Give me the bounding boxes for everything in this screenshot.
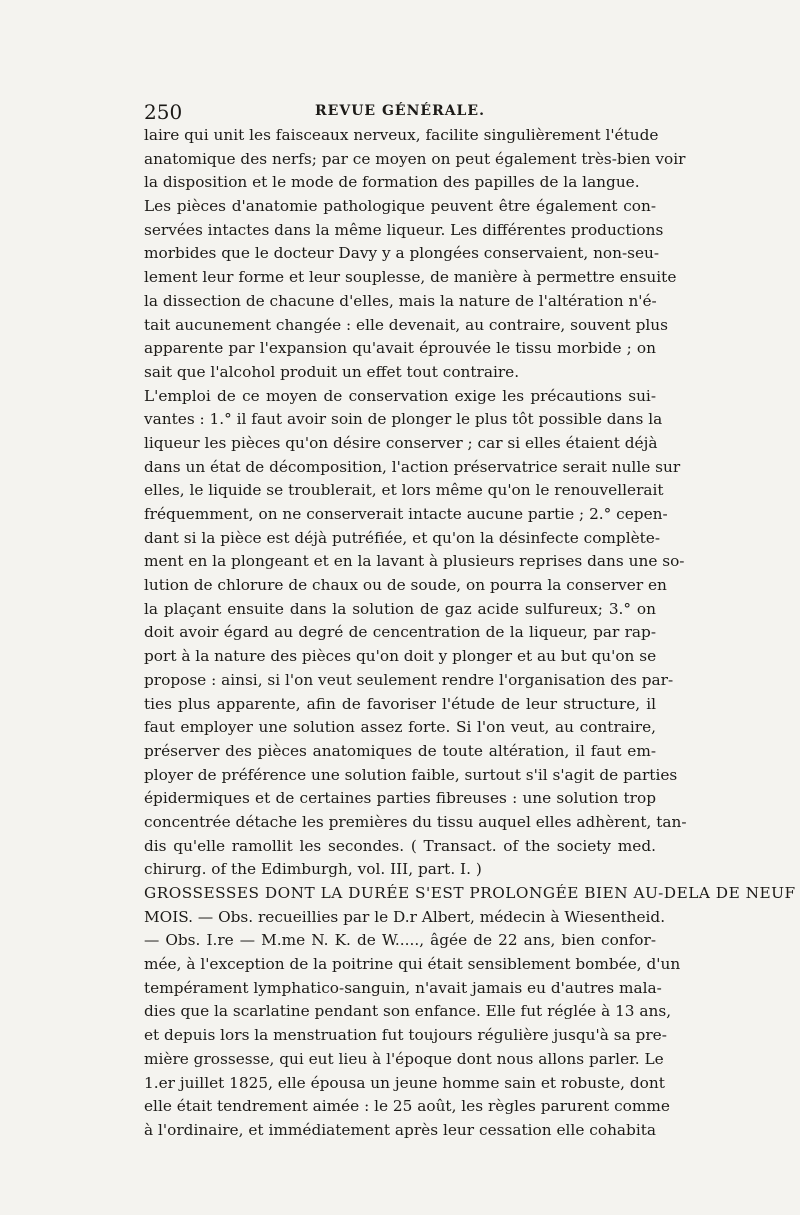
text-line: lement leur forme et leur souplesse, de manière à permettre ensuite [144,268,677,287]
text-line: elle était tendrement aimée : le 25 août, les règles parurent comme [144,1097,670,1116]
text-line: faut employer une solution assez forte. Si l'on veut, au contraire, [144,718,656,737]
text-line: L'emploi de ce moyen de conservation exige les précautions sui- [144,386,656,405]
text-line: 1.er juillet 1825, elle épousa un jeune homme sain et robuste, dont [144,1073,665,1092]
text-line: doit avoir égard au degré de cencentration de la liqueur, par rap- [144,623,656,642]
text-line: la disposition et le mode de formation des papilles de la langue. [144,173,640,192]
text-line: ties plus apparente, afin de favoriser l'étude de leur structure, il [144,694,656,713]
text-line: tait aucunement changée : elle devenait, au contraire, souvent plus [144,315,668,334]
text-line: vantes : 1.° il faut avoir soin de plonger le plus tôt possible dans la [144,410,663,429]
text-line: la dissection de chacune d'elles, mais la nature de l'altération n'é- [144,291,657,310]
text-line: elles, le liquide se troublerait, et lors même qu'on le renouvellerait [144,481,664,500]
text-line: laire qui unit les faisceaux nerveux, facilite singulièrement l'étude [144,126,659,144]
text-line: GROSSESSES DONT LA DURÉE S'EST PROLONGÉE BIEN AU-DELA DE NEUF [144,884,796,902]
text-line: MOIS. — Obs. recueillies par le D.r Albert, médecin à Wiesentheid. [144,907,666,926]
text-line: mée, à l'exception de la poitrine qui était sensiblement bombée, d'un [144,955,681,974]
text-line: ployer de préférence une solution faible, surtout s'il s'agit de parties [144,765,678,784]
text-line: liqueur les pièces qu'on désire conserver ; car si elles étaient déjà [144,433,658,452]
text-line: dans un état de décomposition, l'action préservatrice serait nulle sur [144,457,681,476]
text-line: — Obs. I.re — M.me N. K. de W....., âgée de 22 ans, bien confor- [144,931,656,950]
text-line: servées intactes dans la même liqueur. Les différentes productions [144,220,664,239]
text-line: morbides que le docteur Davy y a plongées conservaient, non-seu- [144,244,660,263]
text-line: ment en la plongeant et en la lavant à plusieurs reprises dans une so- [144,552,685,571]
text-line: sait que l'alcohol produit un effet tout contraire. [144,362,520,381]
text-line: dis qu'elle ramollit les secondes. ( Transact. of the society med. [144,836,656,855]
text-line: tempérament lymphatico-sanguin, n'avait jamais eu d'autres mala- [144,978,662,997]
text-line: épidermiques et de certaines parties fibreuses : une solution trop [144,789,656,808]
text-line: la plaçant ensuite dans la solution de gaz acide sulfureux; 3.° on [144,599,656,618]
text-line: à l'ordinaire, et immédiatement après leur cessation elle cohabita [144,1120,656,1139]
text-line: propose : ainsi, si l'on veut seulement rendre l'organisation des par- [144,670,674,689]
page-number: 250 [144,100,183,124]
text-line: et depuis lors la menstruation fut toujours régulière jusqu'à sa pre- [144,1026,667,1045]
page-header [144,100,656,122]
text-line: anatomique des nerfs; par ce moyen on peut également très-bien voir [144,149,686,168]
text-line: Les pièces d'anatomie pathologique peuvent être également con- [144,197,656,216]
text-line: port à la nature des pièces qu'on doit y plonger et au but qu'on se [144,647,657,666]
text-line: concentrée détache les premières du tissu auquel elles adhèrent, tan- [144,812,687,831]
text-line: préserver des pièces anatomiques de toute altération, il faut em- [144,741,656,760]
text-line: chirurg. of the Edimburgh, vol. III, part. I. ) [144,860,482,879]
text-line: lution de chlorure de chaux ou de soude, on pourra la conserver en [144,576,667,595]
body-text [144,124,796,1143]
text-line: fréquemment, on ne conserverait intacte aucune partie ; 2.° cepen- [144,505,668,523]
text-line: apparente par l'expansion qu'avait éprouvée le tissu morbide ; on [144,339,656,358]
text-line: dant si la pièce est déjà putréfiée, et qu'on la désinfecte complète- [144,528,661,547]
running-head: REVUE GÉNÉRALE. [315,103,485,119]
text-line: dies que la scarlatine pendant son enfance. Elle fut réglée à 13 ans, [144,1002,672,1021]
text-line: mière grossesse, qui eut lieu à l'époque dont nous allons parler. Le [144,1049,664,1068]
